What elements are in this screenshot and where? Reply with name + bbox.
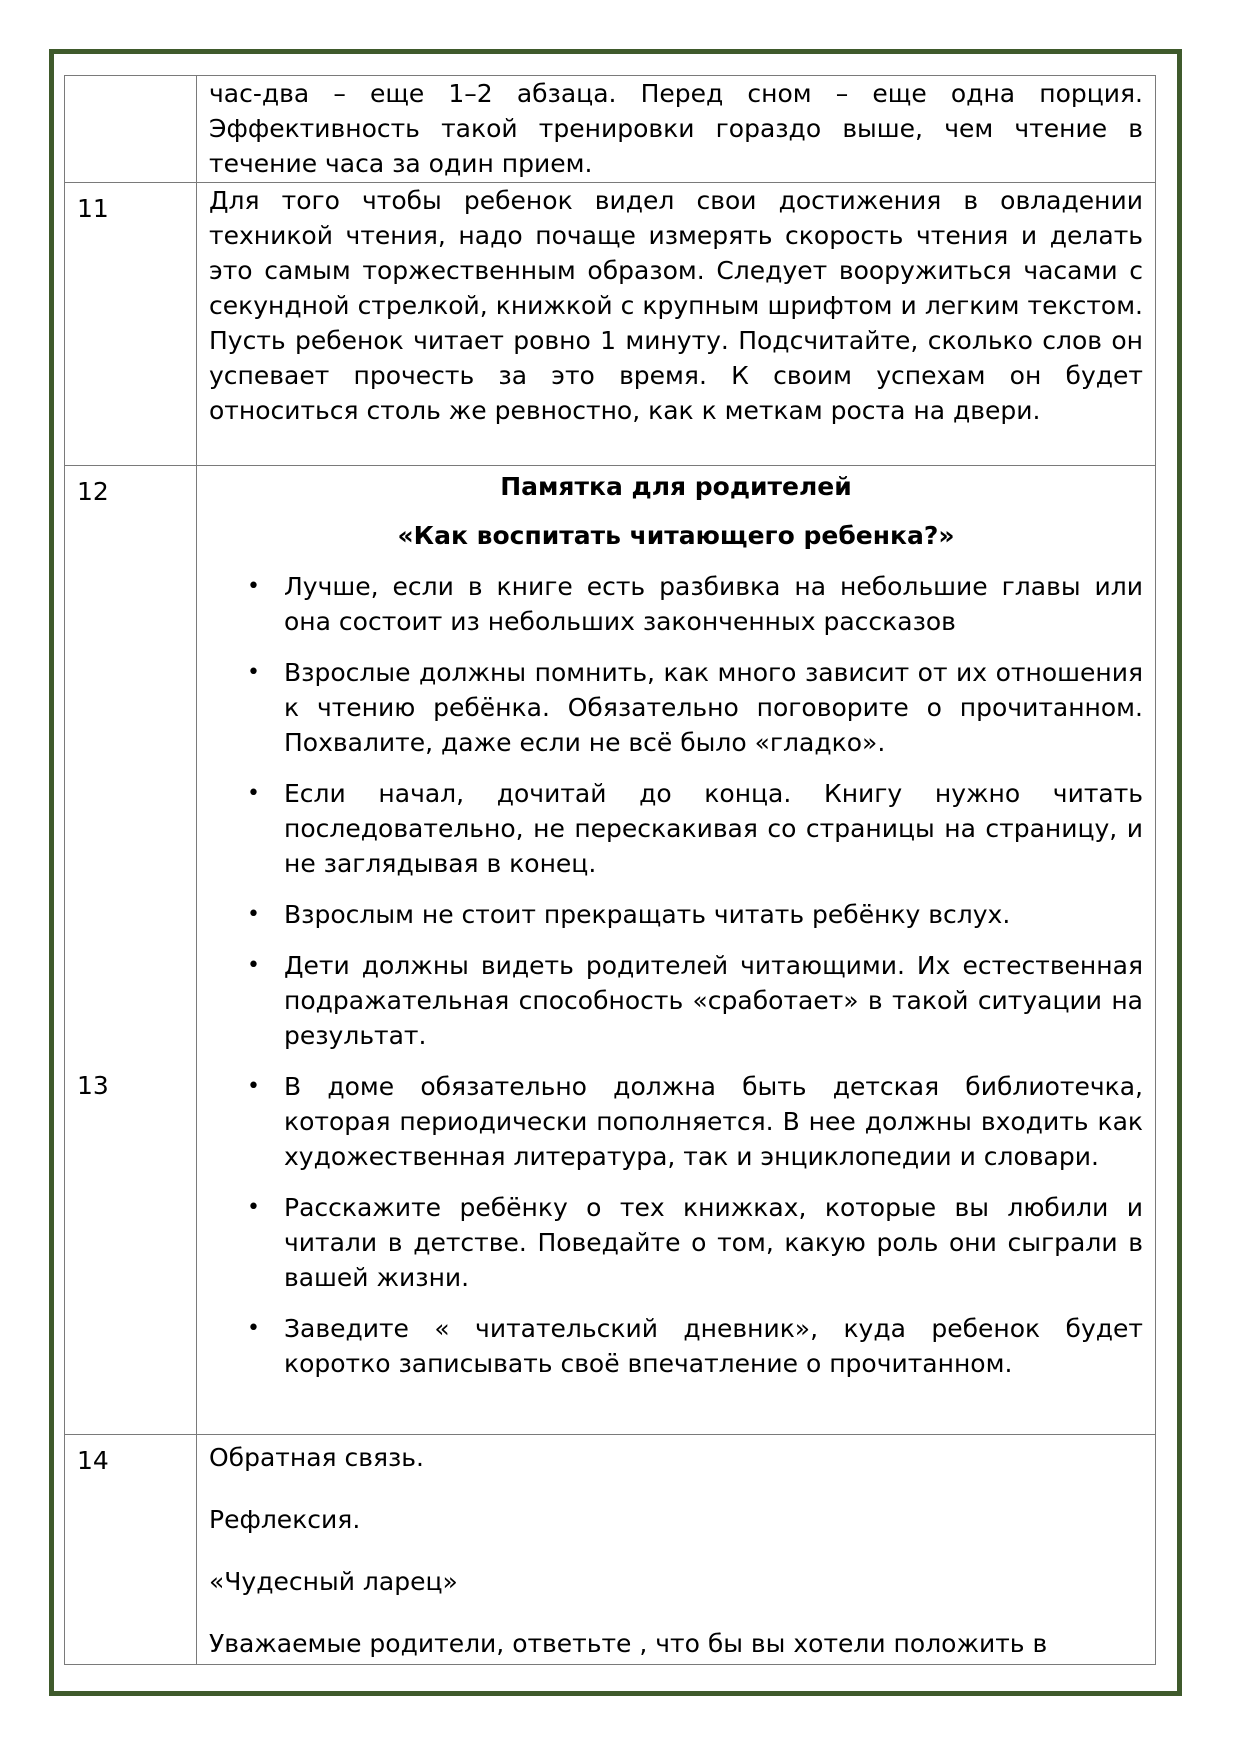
row-number	[65, 76, 197, 183]
table-row	[65, 1435, 1156, 1665]
row-text	[197, 183, 1156, 466]
memo-cell	[197, 466, 1156, 1435]
list-item	[209, 897, 1143, 932]
bullet-icon: •	[247, 660, 260, 685]
memo-numbers	[65, 466, 197, 1435]
number-spacer	[77, 509, 184, 1068]
row-number: 12	[77, 477, 109, 506]
table-row	[65, 76, 1156, 183]
list-item-text: Расскажите ребёнку о тех книжках, которые вы любили и читали в детстве. Поведайте о том, какую роль они сыграли в вашей жизни.	[284, 1193, 1143, 1292]
list-item-text: Заведите « читательский дневник», куда ребенок будет коротко записывать своё впечатление о прочитанном.	[284, 1314, 1143, 1378]
list-item	[209, 569, 1143, 639]
memo-subtitle: «Как воспитать читающего ребенка?»	[397, 521, 955, 550]
row-text-paragraph: Для того чтобы ребенок видел свои достижения в овладении техникой чтения, надо почаще измерять скорость чтения и делать это самым торжественным образом. Следует вооружиться часами с секундной стрелкой, книжкой с крупным шрифтом и легким текстом. Пусть ребенок читает ровно 1 минуту. Подсчитайте, сколько слов он успевает прочесть за это время. К своим успехам он будет относиться столь же ревностно, как к меткам роста на двери.	[209, 186, 1143, 425]
list-item	[209, 1190, 1143, 1295]
list-item-text: Взрослым не стоит прекращать читать ребёнку вслух.	[284, 900, 1011, 929]
feedback-line: Рефлексия.	[209, 1505, 361, 1534]
list-item	[209, 776, 1143, 881]
memo-title: Памятка для родителей	[500, 472, 852, 501]
bullet-icon: •	[247, 1316, 260, 1341]
list-item-text: Если начал, дочитай до конца. Книгу нужно читать последовательно, не перескакивая со страницы на страницу, и не заглядывая в конец.	[284, 779, 1143, 878]
list-item	[209, 655, 1143, 760]
list-item-text: Дети должны видеть родителей читающими. Их естественная подражательная способность «сработает» в такой ситуации на результат.	[284, 951, 1143, 1050]
list-item	[209, 1069, 1143, 1174]
table-row	[65, 466, 1156, 1435]
lesson-table	[64, 75, 1156, 1665]
bullet-icon: •	[247, 902, 260, 927]
feedback-line: Уважаемые родители, ответьте , что бы вы хотели положить в	[209, 1629, 1048, 1658]
memo-list	[209, 569, 1143, 1381]
list-item	[209, 948, 1143, 1053]
bullet-icon: •	[247, 1074, 260, 1099]
bullet-icon: •	[247, 953, 260, 978]
feedback-line: Обратная связь.	[209, 1443, 424, 1472]
row-text-paragraph: час-два – еще 1–2 абзаца. Перед сном – еще одна порция. Эффективность такой тренировки гораздо выше, чем чтение в течение часа за один прием.	[209, 79, 1143, 178]
bullet-icon: •	[247, 574, 260, 599]
table-row	[65, 183, 1156, 466]
row-text	[197, 76, 1156, 183]
row-number: 14	[65, 1435, 197, 1665]
bullet-icon: •	[247, 781, 260, 806]
list-item-text: В доме обязательно должна быть детская библиотечка, которая периодически пополняется. В нее должны входить как художественная литература, так и энциклопедии и словари.	[284, 1072, 1143, 1171]
row-number: 11	[65, 183, 197, 466]
list-item-text: Взрослые должны помнить, как много зависит от их отношения к чтению ребёнка. Обязательно поговорите о прочитанном. Похвалите, даже если не всё было «гладко».	[284, 658, 1143, 757]
feedback-cell	[197, 1435, 1156, 1665]
list-item	[209, 1311, 1143, 1381]
feedback-line: «Чудесный ларец»	[209, 1567, 458, 1596]
list-item-text: Лучше, если в книге есть разбивка на небольшие главы или она состоит из небольших законченных рассказов	[284, 572, 1143, 636]
bullet-icon: •	[247, 1195, 260, 1220]
row-number: 13	[77, 1071, 109, 1100]
